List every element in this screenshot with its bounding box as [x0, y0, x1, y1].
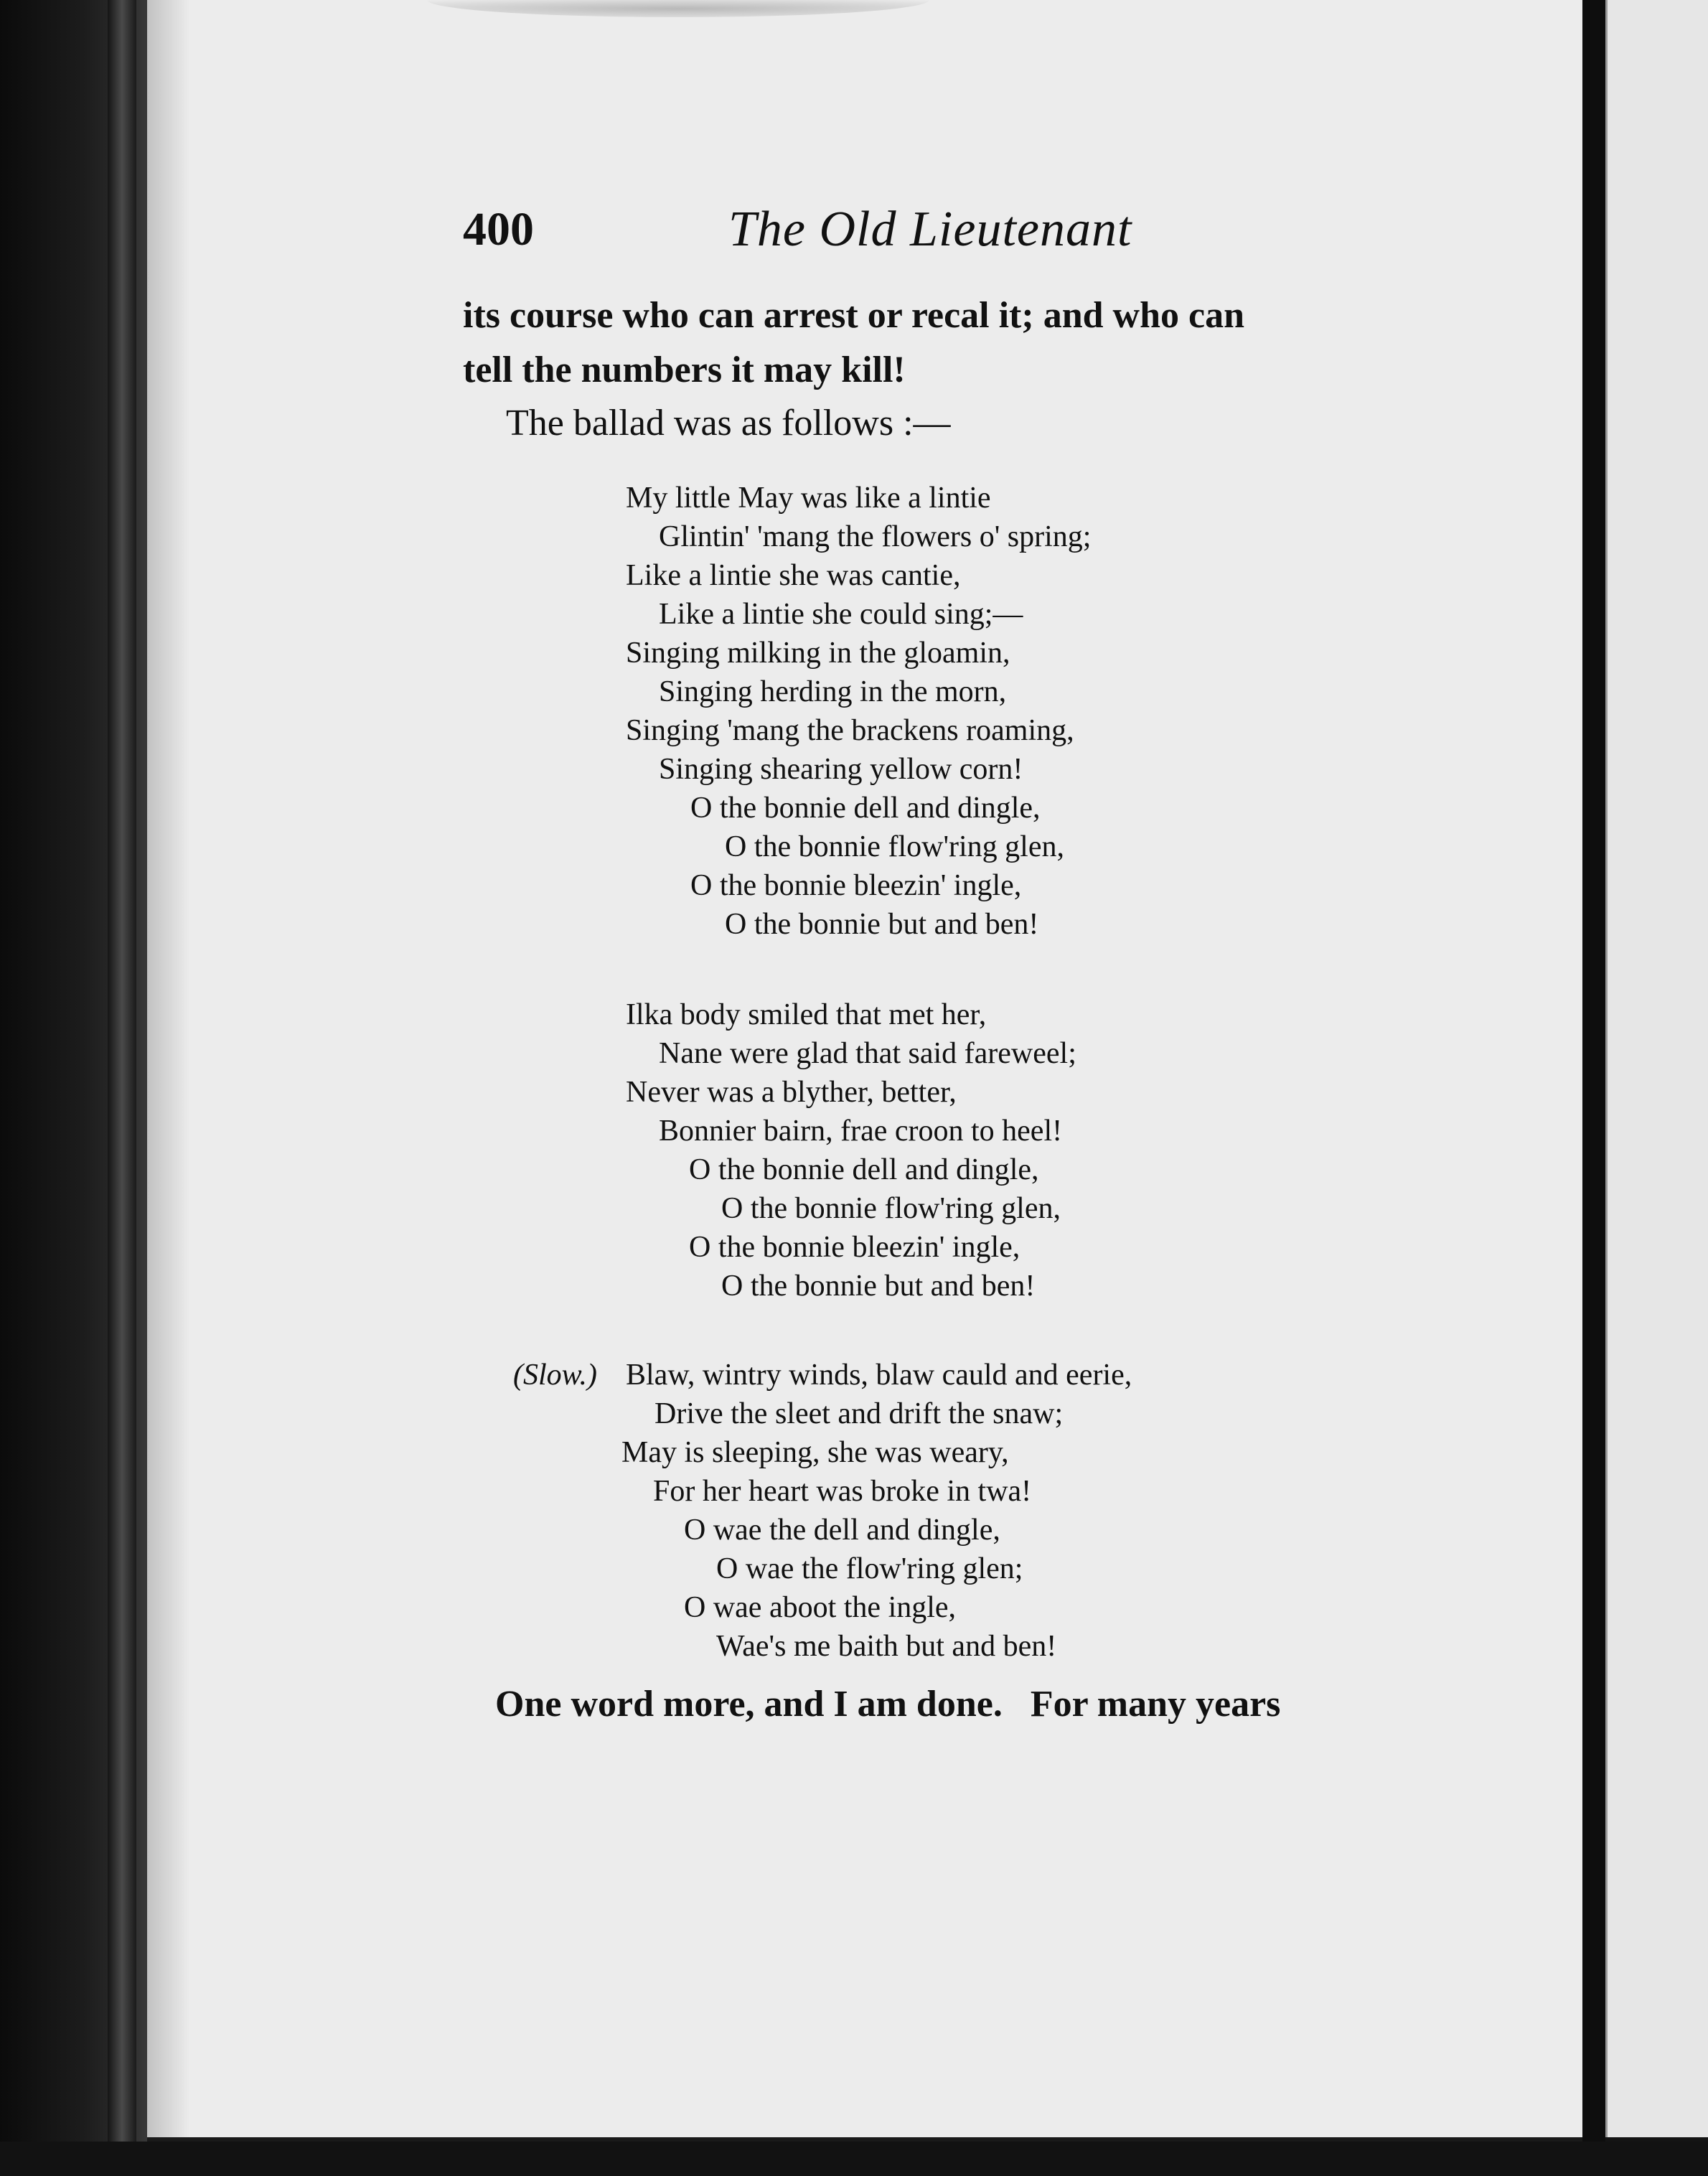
verse-line: May is sleeping, she was weary,: [621, 1436, 1009, 1469]
verse-line: Singing herding in the morn,: [659, 675, 1007, 708]
verse-line: O the bonnie but and ben!: [721, 1270, 1036, 1303]
verse-line: Like a lintie she was cantie,: [626, 559, 961, 592]
verse-line: Singing milking in the gloamin,: [626, 637, 1010, 670]
page-top-stain: [427, 0, 929, 17]
verse-line: O the bonnie bleezin' ingle,: [690, 869, 1022, 902]
verse-line: Like a lintie she could sing;—: [659, 598, 1023, 631]
prose-line: tell the numbers it may kill!: [463, 350, 906, 390]
tempo-marking: (Slow.): [513, 1359, 598, 1392]
verse-line: Nane were glad that said fareweel;: [659, 1037, 1076, 1070]
page-gap: [1582, 0, 1605, 2176]
spine-highlight: [108, 0, 136, 2176]
verse-line: Blaw, wintry winds, blaw cauld and eerie,: [626, 1359, 1132, 1392]
verse-line: Bonnier bairn, frae croon to heel!: [659, 1115, 1063, 1148]
verse-line: Glintin' 'mang the flowers o' spring;: [659, 520, 1092, 553]
prose-line: The ballad was as follows :—: [506, 403, 951, 444]
verse-line: O the bonnie but and ben!: [725, 908, 1039, 941]
verse-line: O the bonnie flow'ring glen,: [725, 830, 1064, 863]
verse-line: Singing shearing yellow corn!: [659, 753, 1023, 786]
bottom-dark-band: [0, 2142, 1708, 2176]
adjacent-page-edge: [1605, 0, 1708, 2137]
verse-line: O the bonnie dell and dingle,: [690, 792, 1041, 825]
page-number: 400: [463, 203, 534, 255]
verse-line: O the bonnie dell and dingle,: [689, 1153, 1039, 1186]
verse-line: Singing 'mang the brackens roaming,: [626, 714, 1074, 747]
verse-line: O wae the flow'ring glen;: [716, 1552, 1023, 1585]
prose-line: its course who can arrest or recal it; and who can: [463, 295, 1245, 336]
verse-line: For her heart was broke in twa!: [653, 1475, 1032, 1508]
verse-line: Drive the sleet and drift the snaw;: [654, 1397, 1064, 1430]
verse-line: O the bonnie flow'ring glen,: [721, 1192, 1061, 1225]
verse-line: O the bonnie bleezin' ingle,: [689, 1231, 1020, 1264]
verse-line: Ilka body smiled that met her,: [626, 998, 987, 1031]
page-gutter-shadow: [147, 0, 190, 2137]
verse-line: Never was a blyther, better,: [626, 1076, 957, 1109]
verse-line: O wae aboot the ingle,: [684, 1591, 957, 1624]
verse-line: My little May was like a lintie: [626, 482, 991, 515]
running-title: The Old Lieutenant: [728, 202, 1132, 257]
prose-line: One word more, and I am done. For many years: [495, 1684, 1281, 1725]
verse-line: O wae the dell and dingle,: [684, 1514, 1000, 1547]
verse-line: Wae's me baith but and ben!: [716, 1630, 1057, 1663]
